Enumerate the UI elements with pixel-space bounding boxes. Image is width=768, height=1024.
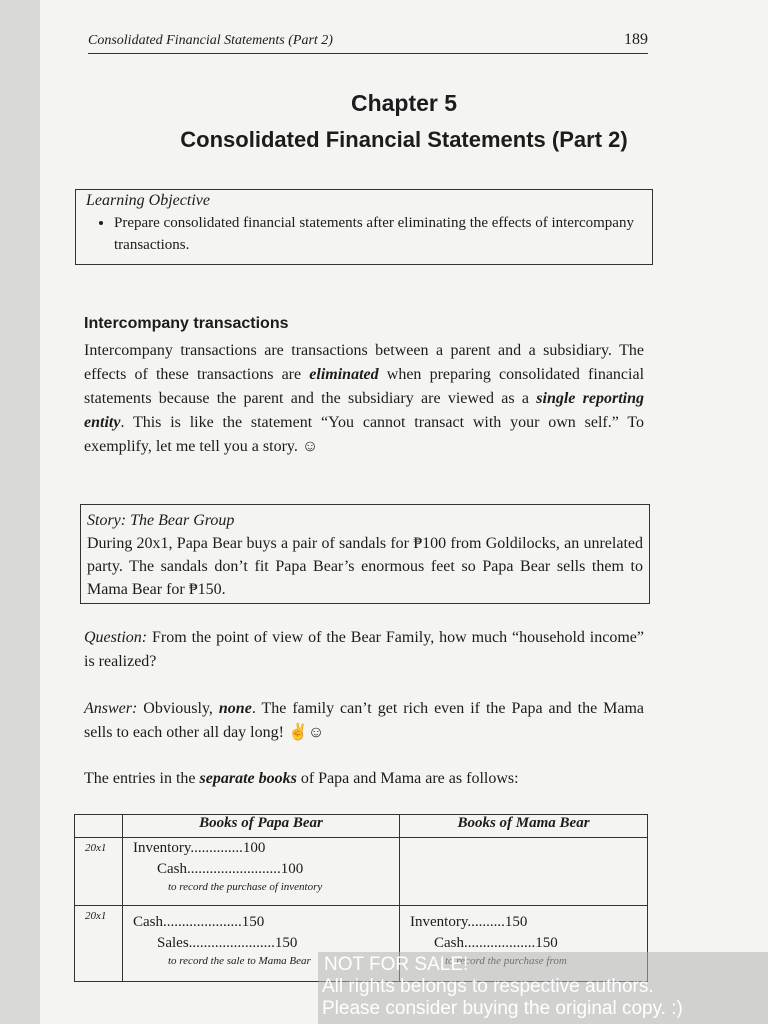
- section-text-3: . This is like the statement “You cannot transact with your own self.” To exemplify, let me tell you a story. ☺: [84, 414, 644, 455]
- debit-line: Inventory..........150: [410, 914, 528, 930]
- entries-intro-emphasis: separate books: [199, 770, 297, 787]
- learning-objective-heading: Learning Objective: [86, 192, 210, 209]
- year-header: [75, 815, 123, 838]
- chapter-number: Chapter 5: [350, 90, 458, 116]
- answer-paragraph: [84, 697, 644, 745]
- table-row: [75, 838, 648, 906]
- mama-entry-cell: [400, 838, 648, 906]
- section-emphasis-1: eliminated: [309, 366, 379, 383]
- question-text: From the point of view of the Bear Family, how much “household income” is realized?: [84, 629, 645, 670]
- credit-line: Cash.........................100: [157, 861, 304, 877]
- answer-post: . The family can’t get rich even if the Papa and the Mama sells to each other all day long! ✌☺: [84, 700, 645, 741]
- running-head-title: Consolidated Financial Statements (Part 2): [88, 33, 333, 48]
- section-emphasis-2: single reporting entity: [84, 390, 645, 431]
- entries-intro-post: of Papa and Mama are as follows:: [300, 770, 519, 787]
- story-body: During 20x1, Papa Bear buys a pair of sandals for ₱100 from Goldilocks, an unrelated party. The sandals don’t fit Papa Bear’s enormous feet so Papa Bear sells them to Mama Bear for ₱150.: [87, 535, 643, 598]
- answer-pre: Obviously,: [143, 700, 213, 717]
- credit-line: Cash...................150: [434, 935, 558, 951]
- watermark-line-3: Please consider buying the original copy. :): [322, 998, 683, 1019]
- year-cell: 20x1: [75, 906, 123, 982]
- learning-objective-item: • Prepare consolidated financial statements after eliminating the effects of intercompany transactions.: [114, 212, 642, 256]
- section-text-1: Intercompany transactions are transactions between a parent and a subsidiary. The effects of these transactions are: [84, 342, 644, 383]
- year-cell: 20x1: [75, 838, 123, 906]
- question-label: Question:: [84, 629, 148, 646]
- section-heading: Intercompany transactions: [84, 315, 289, 332]
- section-paragraph: [84, 339, 644, 459]
- journal-entry: [123, 838, 399, 894]
- page-number: 189: [624, 31, 648, 48]
- entry-description: to record the purchase of inventory: [168, 881, 323, 893]
- learning-objective-box: [75, 189, 653, 265]
- book-page: [40, 0, 768, 1024]
- question-paragraph: [84, 626, 644, 674]
- entry-description: to record the sale to Mama Bear: [168, 955, 311, 967]
- watermark-overlay: [318, 952, 768, 1024]
- answer-label: Answer:: [84, 700, 138, 717]
- papa-books-header: Books of Papa Bear: [123, 815, 400, 838]
- mama-books-header: Books of Mama Bear: [400, 815, 648, 838]
- table-header-row: [75, 815, 648, 838]
- entries-intro: [84, 767, 644, 791]
- papa-entry-cell: [123, 838, 400, 906]
- story-box: [80, 504, 650, 604]
- answer-emphasis: none: [218, 700, 252, 717]
- watermark-line-1: NOT FOR SALE!: [324, 954, 469, 975]
- learning-objective-list: [86, 212, 642, 256]
- chapter-title: Consolidated Financial Statements (Part 2): [180, 127, 628, 152]
- credit-line: Sales.......................150: [157, 935, 298, 951]
- entries-intro-pre: The entries in the: [84, 770, 196, 787]
- running-head: [88, 33, 648, 54]
- debit-line: Cash.....................150: [133, 914, 265, 930]
- section-text-2: when preparing consolidated financial statements because the parent and the subsidiary are viewed as a: [84, 366, 645, 407]
- debit-line: Inventory..............100: [133, 840, 266, 856]
- story-heading: Story: The Bear Group: [87, 512, 235, 529]
- watermark-line-2: All rights belongs to respective authors.: [322, 976, 654, 997]
